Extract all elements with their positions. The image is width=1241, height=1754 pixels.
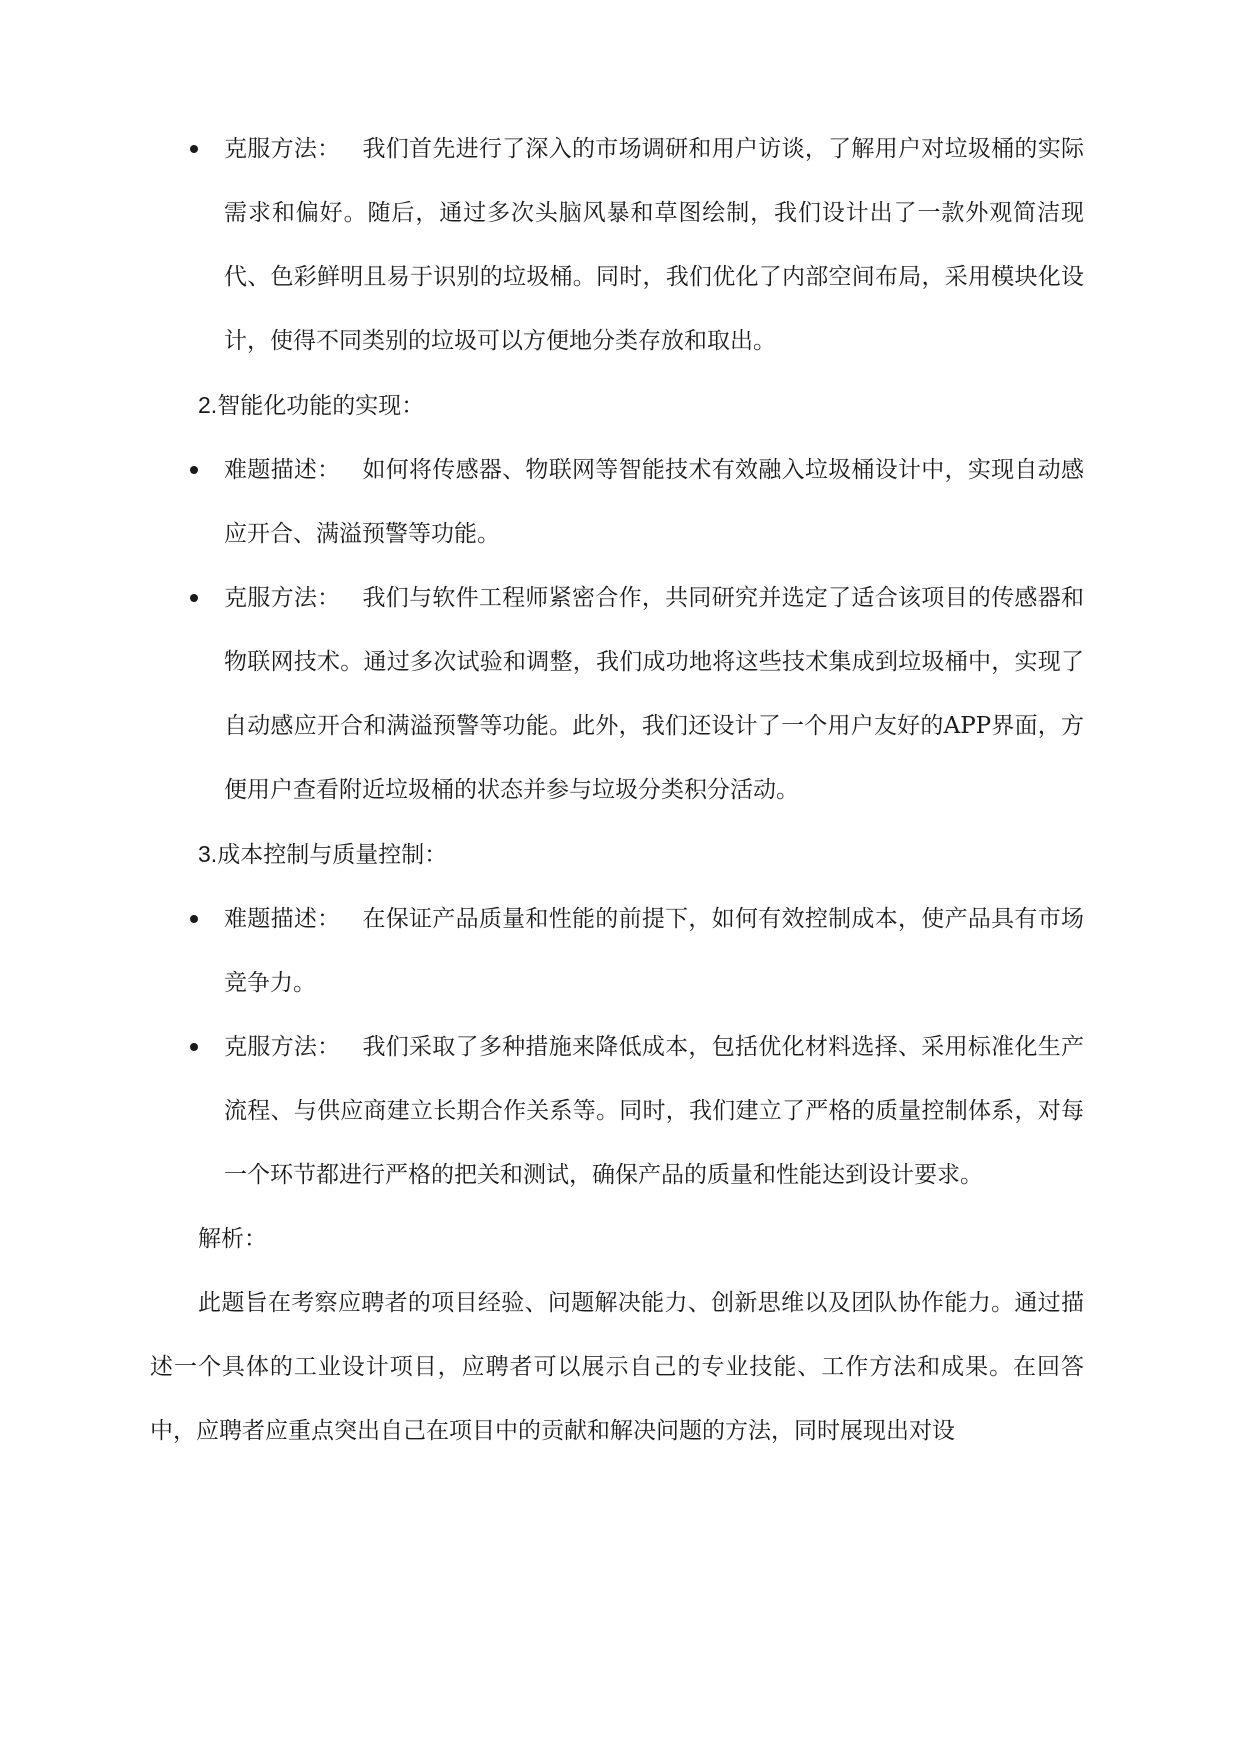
section-heading-2 <box>198 373 1241 438</box>
analysis-heading: 解析： <box>198 1226 267 1252</box>
section-title: 成本控制与质量控制： <box>217 842 448 868</box>
item-text: 我们采取了多种措施来降低成本，包括优化材料选择、采用标准化生产流程、与供应商建立长期合作关系等。同时，我们建立了严格的质量控制体系，对每一个环节都进行严格的把关和测试，确保产品的质量和性能达到设计要求。 <box>224 1034 1085 1188</box>
bullet-dot-icon <box>190 145 198 153</box>
section-title: 智能化功能的实现： <box>217 393 425 419</box>
item-text: 如何将传感器、物联网等智能技术有效融入垃圾桶设计中，实现自动感应开合、满溢预警等功能。 <box>224 457 1085 547</box>
bullet-item-problem-desc-2 <box>224 438 1084 566</box>
top-margin <box>0 0 1241 117</box>
item-label: 克服方法： <box>224 136 341 162</box>
item-label: 克服方法： <box>224 1034 341 1060</box>
item-label: 难题描述： <box>224 457 341 483</box>
analysis-paragraph: 此题旨在考察应聘者的项目经验、问题解决能力、创新思维以及团队协作能力。通过描述一个具体的工业设计项目，应聘者可以展示自己的专业技能、工作方法和成果。在回答中，应聘者应重点突出自己在项目中的贡献和解决问题的方法，同时展现出对设 <box>150 1290 1084 1444</box>
bullet-dot-icon <box>190 466 198 474</box>
bullet-dot-icon <box>190 1043 198 1051</box>
section-heading-3 <box>198 822 1241 887</box>
item-label: 克服方法： <box>224 585 341 611</box>
bullet-item-problem-desc-3 <box>224 887 1084 1015</box>
item-label: 难题描述： <box>224 906 341 932</box>
bullet-item-overcome-method-3 <box>224 1015 1084 1207</box>
bullet-item-overcome-method-1 <box>224 117 1084 373</box>
item-text: 在保证产品质量和性能的前提下，如何有效控制成本，使产品具有市场竞争力。 <box>224 906 1085 996</box>
bullet-dot-icon <box>190 915 198 923</box>
item-text: 我们与软件工程师紧密合作，共同研究并选定了适合该项目的传感器和物联网技术。通过多次试验和调整，我们成功地将这些技术集成到垃圾桶中，实现了自动感应开合和满溢预警等功能。此外，我们还设计了一个用户友好的APP界面，方便用户查看附近垃圾桶的状态并参与垃圾分类积分活动。 <box>224 585 1085 803</box>
bullet-dot-icon <box>190 594 198 602</box>
bullet-item-overcome-method-2 <box>224 566 1084 822</box>
section-number: 2. <box>198 392 218 418</box>
section-number: 3. <box>198 841 218 867</box>
item-text: 我们首先进行了深入的市场调研和用户访谈，了解用户对垃圾桶的实际需求和偏好。随后，通过多次头脑风暴和草图绘制，我们设计出了一款外观简洁现代、色彩鲜明且易于识别的垃圾桶。同时，我们优化了内部空间布局，采用模块化设计，使得不同类别的垃圾可以方便地分类存放和取出。 <box>224 136 1085 354</box>
